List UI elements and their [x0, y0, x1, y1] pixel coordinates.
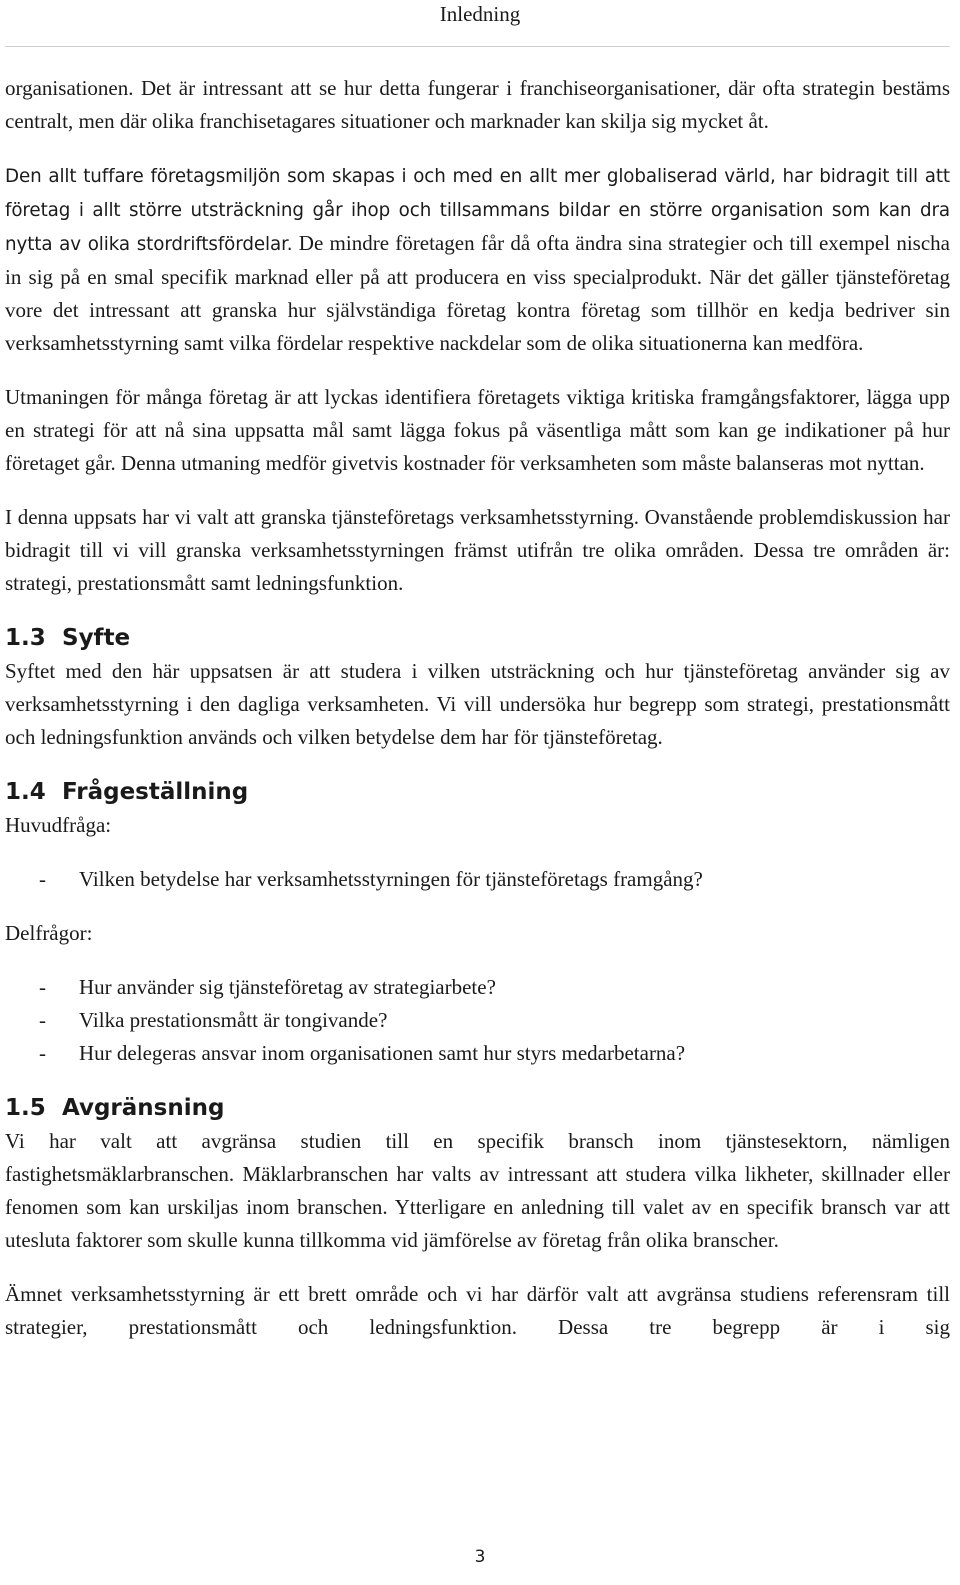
list-item [5, 1004, 950, 1037]
paragraph-avgransning-2: Ämnet verksamhetsstyrning är ett brett område och vi har därför valt att avgränsa studiens referensram till strategier, prestationsmått och ledningsfunktion. Dessa tre begrepp är i sig [5, 1282, 950, 1339]
paragraph-scope: I denna uppsats har vi valt att granska tjänsteföretags verksamhetsstyrning. Ovanstående problemdiskussion har bidragit till vi vill granska verksamhetsstyrningen främst utifrån tre olika områden. Dessa tre områden är: strategi, prestationsmått samt ledningsfunktion. [5, 505, 950, 595]
section-number: 1.5 [5, 1095, 46, 1121]
section-title: Frågeställning [62, 779, 249, 805]
section-title: Avgränsning [62, 1095, 225, 1121]
main-question-list [5, 863, 950, 896]
paragraph-globalization-part3: När det gäller tjänsteföretag vore det intressant att granska hur självständiga företag kontra företag som tillhör en kedja bedriver sin verksamhetsstyrning samt vilka fördelar respektive nackdelar som de olika situationerna kan medföra. [5, 265, 950, 355]
paragraph-globalization-part1: Den allt tuffare företagsmiljön som skapas i och med en allt mer globaliserad värld, har bidragit till att företag i allt större utsträckning går ihop och tillsammans bildar en större organisation som kan dra nytta av olika stordriftsfördelar. [5, 166, 950, 255]
list-dash: - [39, 1041, 46, 1065]
list-item [5, 1037, 950, 1070]
section-number: 1.3 [5, 625, 46, 651]
paragraph-syfte: Syftet med den här uppsatsen är att studera i vilken utsträckning och hur tjänsteföretag använder sig av verksamhetsstyrning i den dagliga verksamheten. Vi vill undersöka hur begrepp som strategi, prestationsmått och ledningsfunktion används och vilken betydelse dem har för tjänsteföretag. [5, 659, 950, 749]
list-item [5, 971, 950, 1004]
list-dash: - [39, 867, 46, 891]
section-heading-fragestallning [5, 776, 950, 809]
document-body [5, 72, 950, 1344]
section-number: 1.4 [5, 779, 46, 805]
paragraph-globalization [5, 159, 950, 360]
list-item-text: Hur delegeras ansvar inom organisationen samt hur styrs medarbetarna? [79, 1041, 686, 1065]
list-item-text: Hur använder sig tjänsteföretag av strategiarbete? [79, 975, 496, 999]
list-dash: - [39, 975, 46, 999]
list-dash: - [39, 1008, 46, 1032]
paragraph-avgransning-1: Vi har valt att avgränsa studien till en specifik bransch inom tjänstesektorn, nämligen fastighetsmäklarbranschen. Mäklarbranschen har valts av intressant att studera vilka likheter, skillnader eller fenomen som kan urskiljas inom branschen. Ytterligare en anledning till valet av en specifik bransch var att utesluta faktorer som skulle kunna tillkomma vid jämförelse av företag från olika branscher. [5, 1129, 950, 1252]
running-header: Inledning [439, 2, 521, 26]
section-heading-syfte [5, 622, 950, 655]
list-item-text: Vilka prestationsmått är tongivande? [79, 1008, 388, 1032]
main-question-label: Huvudfråga: [5, 813, 112, 837]
list-item-text: Vilken betydelse har verksamhetsstyrningen för tjänsteföretags framgång? [79, 867, 703, 891]
paragraph-franchise: organisationen. Det är intressant att se hur detta fungerar i franchiseorganisationer, där ofta strategin bestäms centralt, men där olika franchisetagares situationer och marknader kan skilja sig mycket åt. [5, 76, 950, 133]
paragraph-challenge: Utmaningen för många företag är att lyckas identifiera företagets viktiga kritiska framgångsfaktorer, lägga upp en strategi för att nå sina uppsatta mål samt lägga fokus på väsentliga mått som kan ge indikationer på hur företaget går. Denna utmaning medför givetvis kostnader för verksamheten som måste balanseras mot nyttan. [5, 385, 950, 475]
sub-question-list [5, 971, 950, 1070]
header-divider [5, 46, 950, 47]
list-item [5, 863, 950, 896]
sub-questions-label: Delfrågor: [5, 921, 93, 945]
section-heading-avgransning [5, 1092, 950, 1125]
section-title: Syfte [62, 625, 131, 651]
paragraph-globalization-part2: De mindre företagen får då ofta ändra sina strategier och till exempel nischa in sig på en smal specifik marknad eller på att producera en viss specialprodukt. [5, 231, 951, 289]
page-number: 3 [474, 1547, 486, 1567]
